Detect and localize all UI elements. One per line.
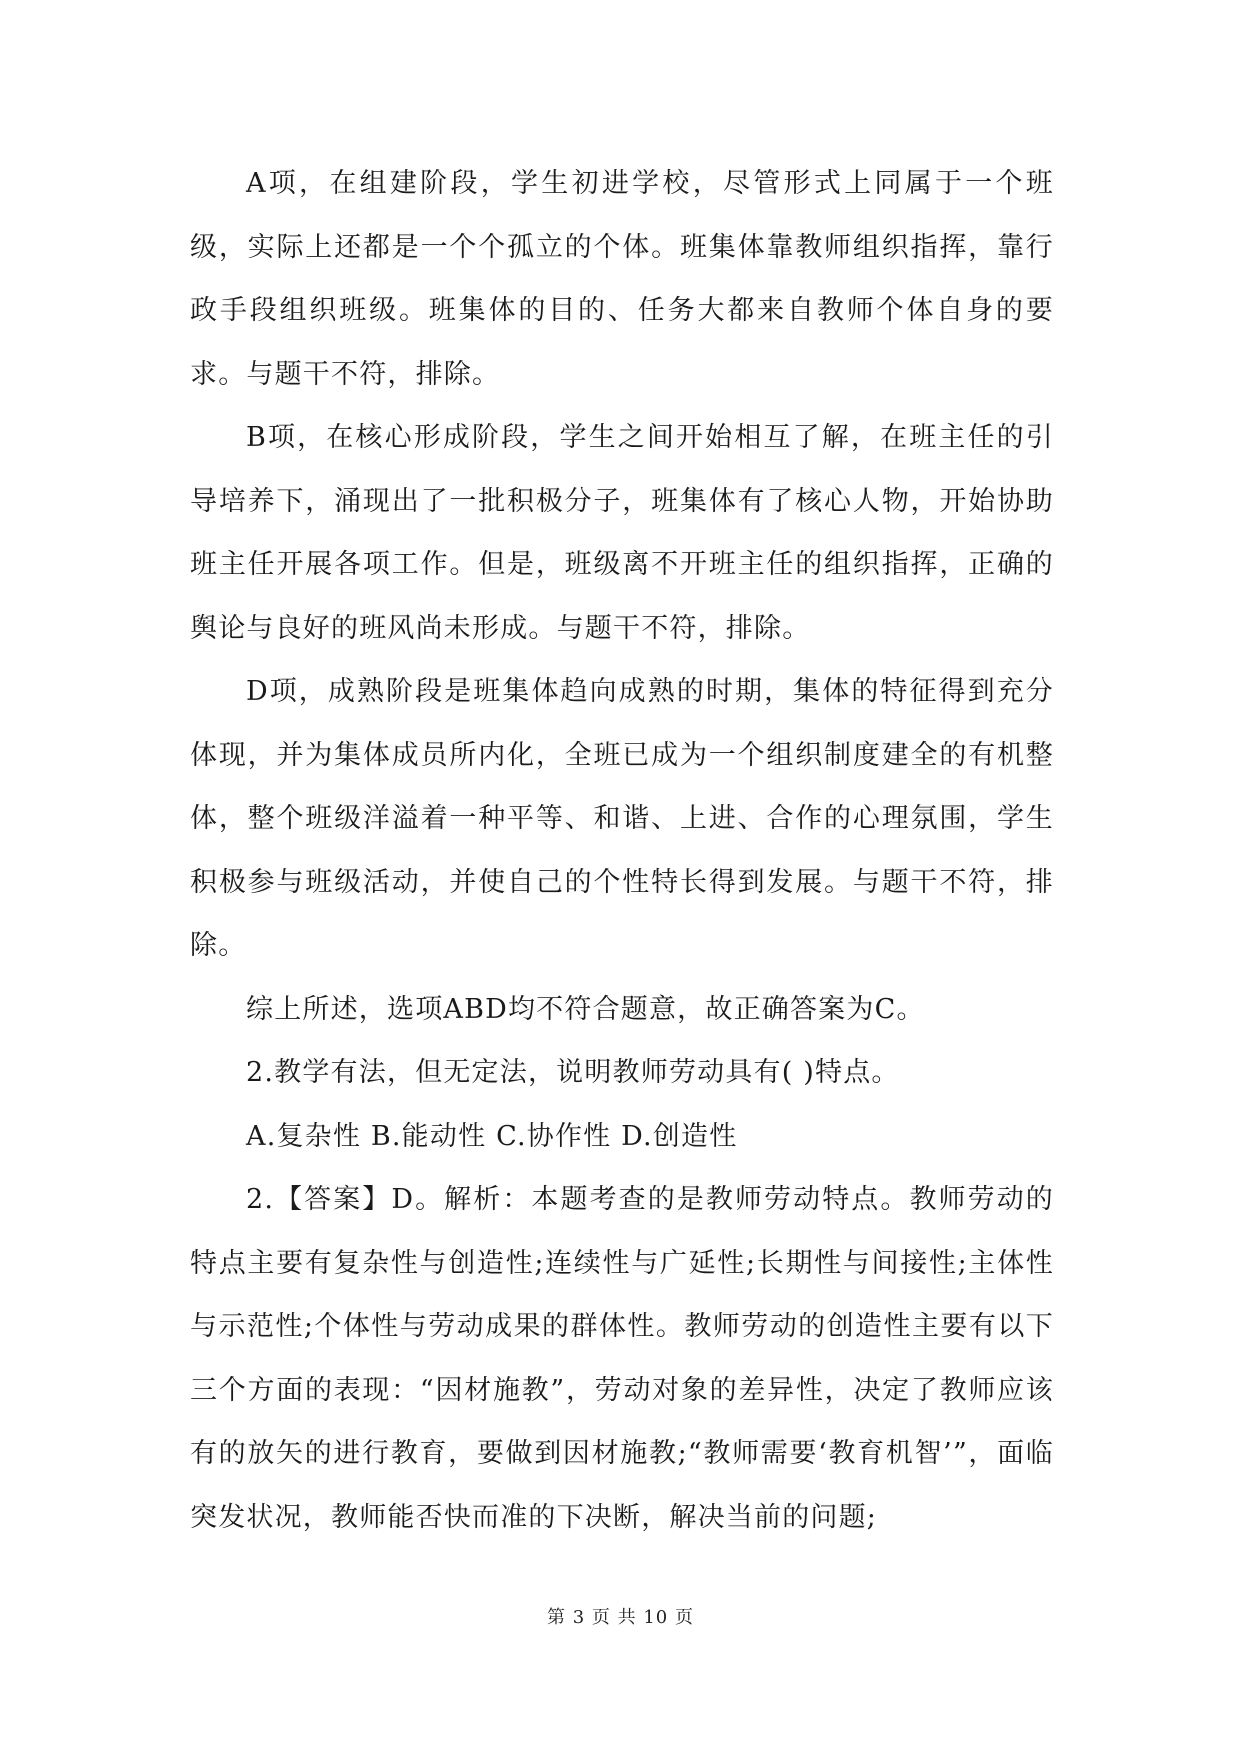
question-2-answer: 2.【答案】D。解析：本题考查的是教师劳动特点。教师劳动的特点主要有复杂性与创造性;连续性与广延性;长期性与间接性;主体性与示范性;个体性与劳动成果的群体性。教师劳动的创造性主要有以下三个方面的表现：“因材施教”，劳动对象的差异性，决定了教师应该有的放矢的进行教育，要做到因材施教;“教师需要‘教育机智’”，面临突发状况，教师能否快而准的下决断，解决当前的问题; xyxy=(190,1184,1054,1533)
page-number-footer: 第 3 页 共 10 页 xyxy=(547,1607,694,1628)
paragraph-option-a: A项，在组建阶段，学生初进学校，尽管形式上同属于一个班级，实际上还都是一个个孤立的个体。班集体靠教师组织指挥，靠行政手段组织班级。班集体的目的、任务大都来自教师个体自身的要求。与题干不符，排除。 xyxy=(190,168,1054,390)
paragraph-option-d: D项，成熟阶段是班集体趋向成熟的时期，集体的特征得到充分体现，并为集体成员所内化，全班已成为一个组织制度建全的有机整体，整个班级洋溢着一种平等、和谐、上进、合作的心理氛围，学生积极参与班级活动，并使自己的个性特长得到发展。与题干不符，排除。 xyxy=(190,676,1054,961)
paragraph-summary: 综上所述，选项ABD均不符合题意，故正确答案为C。 xyxy=(246,993,925,1025)
page-body xyxy=(190,152,1054,1549)
paragraph-option-b: B项，在核心形成阶段，学生之间开始相互了解，在班主任的引导培养下，涌现出了一批积极分子，班集体有了核心人物，开始协助班主任开展各项工作。但是，班级离不开班主任的组织指挥，正确的舆论与良好的班风尚未形成。与题干不符，排除。 xyxy=(190,422,1054,644)
question-2-stem: 2.教学有法，但无定法，说明教师劳动具有( )特点。 xyxy=(246,1057,900,1088)
question-2-options: A.复杂性 B.能动性 C.协作性 D.创造性 xyxy=(246,1120,738,1152)
